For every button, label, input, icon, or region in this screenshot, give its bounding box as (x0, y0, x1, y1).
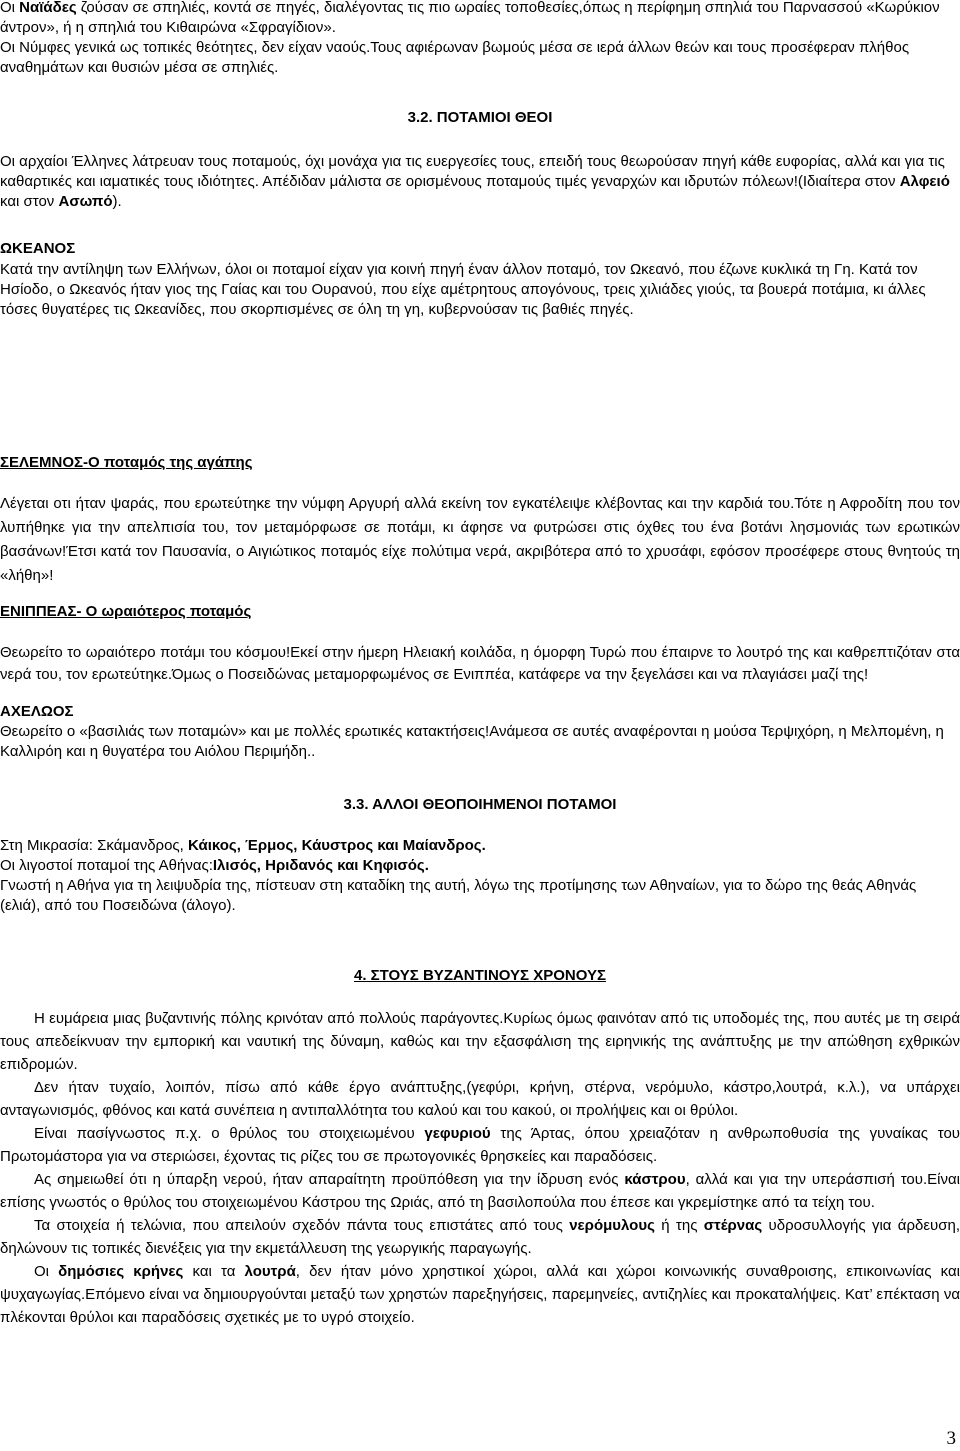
fountain-text-2: και τα (183, 1263, 245, 1280)
mill-text: Τα στοιχεία ή τελώνια, που απειλούν σχεδόν πάντα τους επιστάτες από τους (34, 1217, 570, 1234)
asia-minor-line (0, 836, 960, 856)
byzantine-paragraph-4 (0, 1168, 960, 1214)
section-3-2-paragraph (0, 152, 960, 212)
athens-rivers-line (0, 856, 960, 876)
intro-text-1: ζούσαν σε σπηλιές, κοντά σε πηγές, διαλέγοντας τις πιο ωραίες τοποθεσίες,όπως η περίφημη σπηλιά του Παρνασσού «Κωρύκιον άντρον», ή η σπηλιά του Κιθαιρώνα «Σφραγίδιον». (0, 0, 940, 36)
rivers-text-2: Απέδιδαν μάλιστα σε ορισμένους ποταμούς τιμές γεναρχών και ιδρυτών πόλεων!(Ιδιαίτερα στον (258, 173, 900, 190)
selemnos-heading: ΣΕΛΕΜΝΟΣ-Ο ποταμός της αγάπης (0, 454, 253, 471)
rivers-paragraph (0, 152, 960, 212)
castle-text: Ας σημειωθεί ότι η ύπαρξη νερού, ήταν απαραίτητη προϋπόθεση για την ίδρυση ενός (34, 1171, 625, 1188)
section-heading-3-3: 3.3. ΑΛΛΟΙ ΘΕΟΠΟΙΗΜΕΝΟΙ ΠΟΤΑΜΟΙ (343, 796, 617, 813)
fountain-text-3: , δεν ήταν μόνο χρηστικοί χώροι, αλλά και χώροι κοινωνικής συναθροισης, επικοινωνίας και ψυχαγωγίας.Επόμενο είναι να δημιουργούνται μεταξύ των χρηστών παρεξηγήσεις, παρεμηνείες, αντιζηλίες και προκαταλήψεις. Κατ’ επέκταση να πλέκονται θρύλοι και παραδόσεις σχετικές με το υγρό στοιχείο. (0, 1263, 960, 1326)
acheloos-paragraph: Θεωρείτο ο «βασιλιάς των ποταμών» και με πολλές ερωτικές κατακτήσεις!Ανάμεσα σε αυτές αναφέρονται η μούσα Τερψιχόρη, η Μελπομένη, η Καλλιρόη και η θυγατέρα του Αιόλου Περιμήδη.. (0, 723, 944, 760)
athens-rivers-text: Οι λιγοστοί ποταμοί της Αθήνας: (0, 857, 213, 874)
okeanos-text (0, 260, 960, 320)
athens-rivers-names: Ιλισός, Ηριδανός και Κηφισός. (212, 857, 429, 874)
asia-minor-text: Στη Μικρασία: Σκάμανδρος, (0, 837, 188, 854)
section-heading-3-2: 3.2. ΠΟΤΑΜΙΟΙ ΘΕΟΙ (407, 109, 553, 126)
byzantine-paragraph-1: Η ευμάρεια μιας βυζαντινής πόλης κρινόταν από πολλούς παράγοντες.Κυρίως όμως φαινόταν από τις υποδομές της, που αυτές με τη σειρά τους απεδείκνυαν την εμπορική και ναυτική της δύναμη, καθώς και την εξασφάλιση της ειρηνικής της ανάπτυξης με την απώθηση εχθρικών επιδρομών. (0, 1010, 960, 1073)
bridge-text: Είναι πασίγνωστος π.χ. ο θρύλος του στοιχειωμένου (34, 1125, 425, 1142)
acheloos-heading: ΑΧΕΛΩΟΣ (0, 703, 74, 720)
alfeios-term: Αλφειό (899, 173, 950, 190)
intro-paragraph-2: Οι Νύμφες γενικά ως τοπικές θεότητες, δεν είχαν ναούς.Τους αφιέρωναν βωμούς μέσα σε ιερά άλλων θεών και τους προσέφεραν πλήθος αναθημάτων και θυσιών μέσα σε σπηλιές. (0, 39, 910, 76)
section-4-body (0, 1007, 960, 1329)
asopos-term: Ασωπό (58, 193, 113, 210)
byzantine-paragraph-5 (0, 1214, 960, 1260)
byzantine-paragraph-2: Δεν ήταν τυχαίο, λοιπόν, πίσω από κάθε έργο ανάπτυξης,(γεφύρι, κρήνη, στέρνα, νερόμυλο, κάστρο,λουτρά, κ.λ.), να υπάρχει ανταγωνισμός, φθόνος και κατά συνέπεια η αντιπαλλότητα του καλού και του κακού, οι προλήψεις και οι θρύλοι. (0, 1079, 960, 1119)
rivers-text-3: και στον (0, 193, 59, 210)
page-number: 3 (946, 1428, 956, 1449)
baths-term: λουτρά (244, 1263, 296, 1280)
okeanos-text-2: Κατά τον Ησίοδο, ο Ωκεανός ήταν γιος της Γαίας και του Ουρανού, που είχε αμέτρητους απογόνους, τρεις χιλιάδες γιούς, τα βουερά ποτάμια, κι άλλες τόσες θυγατέρες τις Ωκεανίδες, που σκορπισμένες σε όλη τη γη, κυβερνούσαν τις βαθιές πηγές. (0, 261, 926, 318)
naiades-term: Ναϊάδες (19, 0, 77, 16)
bridge-term: γεφυριού (424, 1125, 491, 1142)
section-3-3-body (0, 836, 960, 916)
selemnos-paragraph: Λέγεται οτι ήταν ψαράς, που ερωτεύτηκε την νύμφη Αργυρή αλλά εκείνη τον εγκατέλειψε κλέβοντας και την καρδιά του.Τότε η Αφροδίτη που τον λυπήθηκε για την απελπισία του, τον μεταμόρφωσε σε ποτάμι, κι άφησε να φυτρώσει στις όχθες του ένα βοτάνι λησμονιάς των ερωτικών βασάνων!Έτσι κατά τον Παυσανία, ο Αιγιώτικος ποταμός είχε πολύτιμα νερά, ακριβότερα από το χρυσάφι, εφόσον προσέφερε στους θνητούς τη «λήθη»! (0, 495, 960, 584)
intro-block (0, 0, 960, 78)
mill-term: νερόμυλους (569, 1217, 655, 1234)
rivers-text-end: ). (112, 193, 122, 210)
bridge-text-2: της Άρτας, όπου χρειαζόταν η ανθρωποθυσία της γυναίκας του Πρωτομάστορα για να στεριώσει, έχοντας τις ρίζες του σε πρωτογονικές θρησκείες και παραδόσεις. (0, 1125, 960, 1165)
okeanos-text-1: Κατά την αντίληψη των Ελλήνων, όλοι οι ποταμοί είχαν για κοινή πηγή έναν άλλον ποταμό, τον Ωκεανό, που έζωνε κυκλικά τη Γη. (0, 261, 855, 278)
section-heading-4: 4. ΣΤΟΥΣ ΒΥΖΑΝΤΙΝΟΥΣ ΧΡΟΝΟΥΣ (353, 967, 606, 984)
rivers-text: Οι αρχαίοι Έλληνες λάτρευαν τους ποταμούς, όχι μονάχα για τις ευεργεσίες τους, επειδή τους θεωρούσαν πηγή κάθε ευφορίας, αλλά και για τις καθαρτικές και ιαματικές τους ιδιότητες. (0, 153, 945, 190)
byzantine-paragraph-3 (0, 1122, 960, 1168)
mill-text-2: ή της (654, 1217, 704, 1234)
byzantine-paragraph-6 (0, 1260, 960, 1329)
intro-paragraph-1 (0, 0, 960, 38)
enipeas-heading: ΕΝΙΠΠΕΑΣ- Ο ωραιότερος ποταμός (0, 603, 252, 620)
fountain-text: Οι (34, 1263, 59, 1280)
intro-prefix: Οι (0, 0, 20, 16)
cistern-term: στέρνας (703, 1217, 763, 1234)
mill-text-3: υδροσυλλογής για άρδευση, δηλώνουν τις τοπικές διενέξεις για την εκμετάλλευση της γεωργικής παραγωγής. (0, 1217, 960, 1257)
asia-minor-rivers: Κάικος, Έρμος, Κάυστρος και Μαίανδρος. (187, 837, 486, 854)
okeanos-paragraph (0, 260, 960, 320)
castle-text-2: , αλλά και για την υπεράσπισή του.Είναι επίσης γνωστός ο θρύλος του στοιχειωμένου Κάστρου της Ωριάς, από τη βασιλοπούλα που έπεσε και γκρεμίστηκε από τα τείχη του. (0, 1171, 960, 1211)
enipeas-paragraph: Θεωρείτο το ωραιότερο ποτάμι του κόσμου!Εκεί στην ήμερη Ηλειακή κοιλάδα, η όμορφη Τυρώ που έπαιρνε το λουτρό της και καθρεπτιζόταν στα νερά του, τον ερωτεύτηκε.Όμως ο Ποσειδώνας μεταμορφωμένος σε Ενιππέα, κατάφερε να την ξεγελάσει και να πλαγιάσει μαζί της! (0, 644, 960, 683)
castle-term: κάστρου (624, 1171, 686, 1188)
fountain-term: δημόσιες κρήνες (58, 1263, 184, 1280)
okeanos-heading: ΩΚΕΑΝΟΣ (0, 240, 76, 257)
athens-drought-paragraph: Γνωστή η Αθήνα για τη λειψυδρία της, πίστευαν στη καταδίκη της αυτή, λόγω της προτίμησης των Αθηναίων, για το δώρο της θεάς Αθηνάς (ελιά), από του Ποσειδώνα (άλογο). (0, 877, 917, 914)
